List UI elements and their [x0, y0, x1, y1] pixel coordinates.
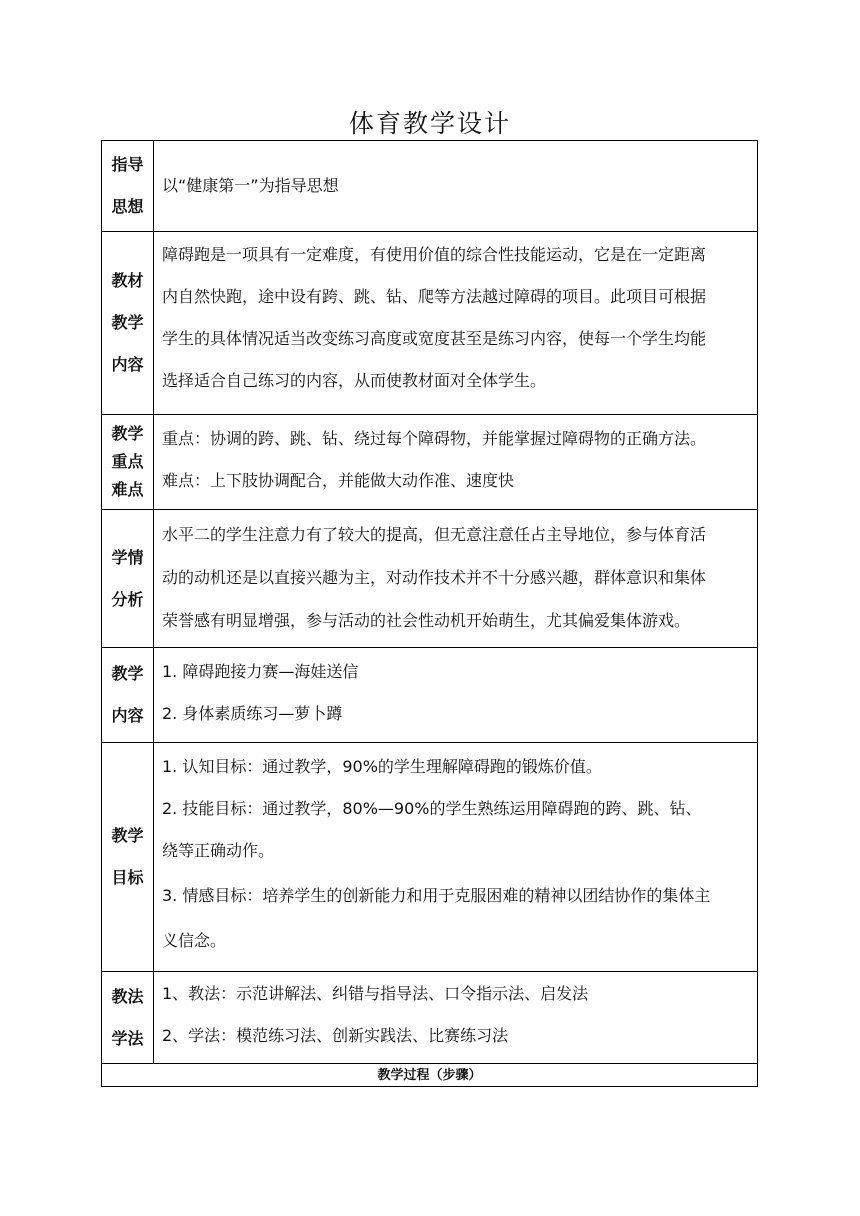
row-label: 教学 内容 — [102, 648, 154, 743]
row-content: 以“健康第一”为指导思想 — [154, 141, 758, 232]
row-label: 教材 教学 内容 — [102, 232, 154, 415]
row-content: 水平二的学生注意力有了较大的提高，但无意注意任占主导地位，参与体育活 动的动机还是以直接兴趣为主，对动作技术并不十分感兴趣，群体意识和集体 荣誉感有明显增强，参与活动的社会性动机开始萌生，尤其偏爱集体游戏。 — [154, 510, 758, 648]
lesson-plan-table — [101, 140, 758, 1087]
row-label: 学情 分析 — [102, 510, 154, 648]
row-label: 教法 学法 — [102, 972, 154, 1064]
table-row-methods — [102, 972, 758, 1064]
row-content: 障碍跑是一项具有一定难度，有使用价值的综合性技能运动，它是在一定距离 内自然快跑，途中设有跨、跳、钻、爬等方法越过障碍的项目。此项目可根据 学生的具体情况适当改变练习高度或宽度甚至是练习内容，使每一个学生均能 选择适合自己练习的内容，从而使教材面对全体学生。 — [154, 232, 758, 415]
table-row-key-points — [102, 415, 758, 510]
row-label: 教学 目标 — [102, 743, 154, 972]
table-row-goals — [102, 743, 758, 972]
row-content: 重点：协调的跨、跳、钻、绕过每个障碍物，并能掌握过障碍物的正确方法。 难点：上下肢协调配合，并能做大动作准、速度快 — [154, 415, 758, 510]
page-title: 体育教学设计 — [348, 109, 511, 138]
row-content: 1. 认知目标：通过教学，90%的学生理解障碍跑的锻炼价值。 2. 技能目标：通过教学，80%—90%的学生熟练运用障碍跑的跨、跳、钻、 绕等正确动作。 3. 情感目标：培养学生的创新能力和用于克服困难的精神以团结协作的集体主 义信念。 — [154, 743, 758, 972]
table-row-student-analysis — [102, 510, 758, 648]
table-row-textbook — [102, 232, 758, 415]
process-header: 教学过程（步骤） — [102, 1064, 758, 1087]
table-row-teaching-content — [102, 648, 758, 743]
row-content: 1、教法：示范讲解法、纠错与指导法、口令指示法、启发法 2、学法：模范练习法、创新实践法、比赛练习法 — [154, 972, 758, 1064]
row-label: 指导 思想 — [102, 141, 154, 232]
row-label: 教学 重点 难点 — [102, 415, 154, 510]
table-row-process-header — [102, 1064, 758, 1087]
table-row-guide — [102, 141, 758, 232]
row-content: 1. 障碍跑接力赛—海娃送信 2. 身体素质练习—萝卜蹲 — [154, 648, 758, 743]
